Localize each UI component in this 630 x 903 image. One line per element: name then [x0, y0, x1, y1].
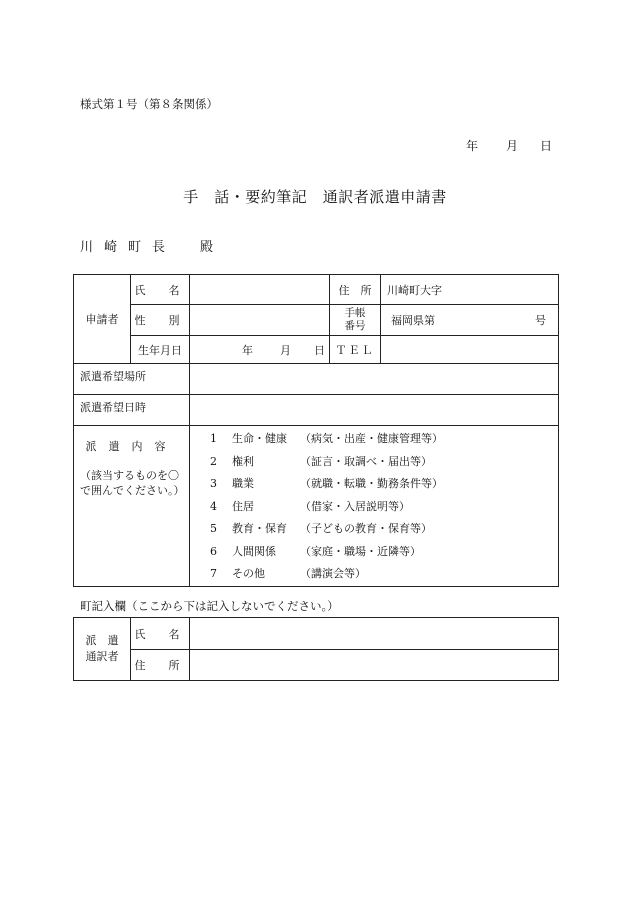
notebook-prefix: 福岡県第: [391, 314, 435, 327]
date-line: [466, 137, 552, 154]
name-field[interactable]: [190, 275, 330, 305]
address-field[interactable]: 川崎町大字: [381, 275, 559, 305]
interpreter-name-field[interactable]: [190, 618, 559, 650]
date-month: 月: [505, 139, 518, 153]
interpreter-address-field[interactable]: [190, 650, 559, 681]
tel-field[interactable]: [381, 336, 559, 364]
interpreter-name-label: 氏 名: [131, 618, 190, 650]
notebook-field[interactable]: [381, 305, 559, 336]
addressee-name: 川崎町長: [80, 240, 177, 255]
applicant-section-label: 申請者: [74, 275, 131, 364]
interpreter-label-line1: 派 遣: [85, 634, 119, 647]
purpose-item[interactable]: 5 教育・保育 （子どもの教育・保育等）: [210, 522, 432, 535]
date-day: 日: [539, 139, 552, 153]
tel-label: ＴＥＬ: [330, 336, 381, 364]
notebook-label-line1: 手帳: [344, 307, 366, 319]
application-table: [73, 274, 559, 587]
purpose-item[interactable]: 6 人間関係 （家庭・職場・近隣等）: [210, 544, 421, 558]
addressee: [80, 236, 213, 255]
date-year: 年: [465, 139, 478, 153]
purpose-label-cell: [74, 426, 190, 587]
datetime-label: 派遣希望日時: [74, 395, 190, 426]
interpreter-label-line2: 通訳者: [85, 650, 119, 663]
town-use-table: [73, 617, 559, 681]
purpose-item[interactable]: 2 権利 （証言・取調べ・届出等）: [210, 454, 432, 468]
interpreter-address-label: 住 所: [131, 650, 190, 681]
addressee-honorific: 殿: [200, 240, 214, 255]
place-label: 派遣希望場所: [74, 364, 190, 395]
notebook-label-line2: 番号: [344, 320, 366, 332]
address-label: 住 所: [330, 275, 381, 305]
gender-label: 性 別: [131, 305, 190, 336]
datetime-field[interactable]: [190, 395, 559, 426]
notebook-label: [330, 305, 381, 336]
gender-field[interactable]: [190, 305, 330, 336]
purpose-item[interactable]: 1 生命・健康 （病気・出産・健康管理等）: [210, 432, 443, 445]
birth-field[interactable]: [190, 336, 330, 364]
birth-day: 日: [314, 343, 325, 357]
purpose-list: [190, 426, 559, 587]
notebook-suffix: 号: [535, 314, 546, 327]
name-label: 氏 名: [131, 275, 190, 305]
document-title: 手 話・要約筆記 通訳者派遣申請書: [183, 188, 447, 206]
form-number: 様式第１号（第８条関係）: [80, 97, 218, 111]
birth-label: 生年月日: [131, 336, 190, 364]
purpose-item[interactable]: 3 職業 （就職・転職・勤務条件等）: [210, 477, 443, 490]
birth-year: 年: [242, 343, 253, 357]
purpose-note: （該当するものを〇 で囲んでください。）: [80, 469, 185, 497]
interpreter-label: [74, 618, 131, 681]
town-section-heading: 町記入欄（ここから下は記入しないでください。）: [80, 599, 339, 613]
place-field[interactable]: [190, 364, 559, 395]
purpose-heading: 派遣内容: [85, 440, 178, 453]
purpose-item[interactable]: 7 その他 （講演会等）: [210, 567, 366, 580]
purpose-item[interactable]: 4 住居 （借家・入居説明等）: [210, 499, 410, 513]
birth-month: 月: [280, 343, 291, 357]
